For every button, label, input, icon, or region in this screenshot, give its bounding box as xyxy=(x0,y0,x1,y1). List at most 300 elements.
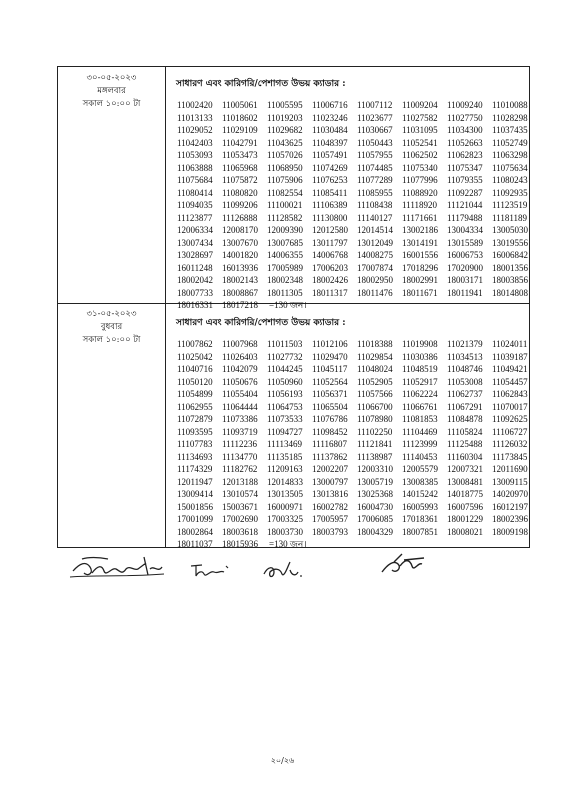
roll-number: 11029682 xyxy=(267,125,303,135)
cadre-heading: সাধারণ এবং কারিগরি/পেশাগত উভয় ক্যাডার : xyxy=(176,318,346,328)
exam-date: ৩১-০৫-২০২৩ xyxy=(86,309,137,319)
roll-line xyxy=(177,124,537,137)
roll-number: 11018602 xyxy=(222,112,258,123)
roll-number: 11072879 xyxy=(177,414,213,424)
roll-number: 13007434 xyxy=(177,237,213,248)
roll-line xyxy=(177,463,537,476)
roll-number: 13008385 xyxy=(402,476,438,487)
roll-number: 11082554 xyxy=(267,187,303,198)
signature-1 xyxy=(68,553,168,583)
roll-number: 14006768 xyxy=(312,250,348,260)
schedule-row-2 xyxy=(58,303,529,547)
roll-line xyxy=(177,476,537,489)
roll-number: 16000971 xyxy=(267,501,303,512)
roll-number: 11029052 xyxy=(177,125,213,135)
roll-number: 18002991 xyxy=(402,275,438,285)
roll-number: 11052749 xyxy=(492,137,528,148)
roll-number: 11077289 xyxy=(357,175,393,185)
roll-number: 11040716 xyxy=(177,364,213,374)
roll-number: 11048024 xyxy=(357,364,393,374)
roll-number: 11134693 xyxy=(177,451,213,462)
roll-number: 18001356 xyxy=(492,262,528,273)
roll-number: 11034513 xyxy=(447,351,483,362)
roll-line xyxy=(177,526,537,539)
roll-number: 11094727 xyxy=(267,426,303,437)
roll-number: 13000797 xyxy=(312,476,348,487)
roll-list xyxy=(177,338,537,551)
roll-number: 16013936 xyxy=(222,262,258,273)
roll-line xyxy=(177,162,537,175)
roll-number: 18011476 xyxy=(357,287,393,298)
roll-number: 11084878 xyxy=(447,414,483,424)
roll-number: 11065504 xyxy=(312,401,348,412)
roll-number: 11137862 xyxy=(312,451,348,462)
roll-number: 16001556 xyxy=(402,250,438,260)
roll-number: 13012049 xyxy=(357,237,393,248)
roll-number: 11048519 xyxy=(402,364,438,374)
roll-number: 11009204 xyxy=(402,100,438,110)
roll-number: 11092287 xyxy=(447,187,483,198)
roll-line xyxy=(177,376,537,389)
roll-number: 11140453 xyxy=(402,451,438,462)
roll-number: 14006355 xyxy=(267,250,303,260)
signature-3 xyxy=(260,558,305,583)
roll-number: 11099206 xyxy=(222,200,258,210)
roll-number: 11053473 xyxy=(222,150,258,160)
roll-number: 13008481 xyxy=(447,476,483,487)
roll-line xyxy=(177,513,537,526)
roll-line xyxy=(177,149,537,162)
roll-number: 11075634 xyxy=(492,162,528,173)
roll-number: 18003730 xyxy=(267,526,303,537)
roll-number: 11075906 xyxy=(267,175,303,185)
roll-number: 11062955 xyxy=(177,401,213,412)
roll-number: 11002420 xyxy=(177,100,213,110)
roll-number: 11056371 xyxy=(312,389,348,399)
roll-number: 16004730 xyxy=(357,501,393,512)
roll-line xyxy=(177,112,537,125)
roll-line xyxy=(177,99,537,112)
roll-number: 13005030 xyxy=(492,225,528,235)
roll-number: 11031095 xyxy=(402,125,438,135)
roll-line xyxy=(177,363,537,376)
roll-number: 13005719 xyxy=(357,476,393,487)
roll-number: 11064753 xyxy=(267,401,303,412)
roll-number: 11075347 xyxy=(447,162,483,173)
roll-number: 11039187 xyxy=(492,351,528,362)
total-count: =130 জন। xyxy=(269,539,307,549)
roll-number: 11070017 xyxy=(492,401,528,412)
roll-number: 11062843 xyxy=(492,389,528,399)
roll-number: 12011947 xyxy=(177,476,213,487)
roll-number: 17006203 xyxy=(312,262,348,273)
roll-number: 16002782 xyxy=(312,501,348,512)
roll-number: 11034300 xyxy=(447,125,483,135)
roll-number: 12011690 xyxy=(492,464,528,474)
roll-number: 13015589 xyxy=(447,237,483,248)
roll-number: 17003325 xyxy=(267,514,303,524)
roll-number: 11019203 xyxy=(267,112,303,123)
roll-number: 11118920 xyxy=(402,200,437,210)
roll-number: 11066761 xyxy=(402,401,438,412)
roll-number: 11104469 xyxy=(402,426,438,437)
roll-number: 11019908 xyxy=(402,339,438,349)
roll-number: 11042791 xyxy=(222,137,258,148)
exam-time: সকাল ১০:০০ টা xyxy=(82,335,141,345)
roll-number: 11029109 xyxy=(222,125,258,135)
roll-number: 11094035 xyxy=(177,200,213,210)
roll-number: 11028298 xyxy=(492,112,528,123)
roll-line xyxy=(177,488,537,501)
date-cell-1 xyxy=(58,67,166,303)
schedule-row-1 xyxy=(58,67,529,310)
roll-number: 11093595 xyxy=(177,426,213,437)
roll-number: 17018296 xyxy=(402,262,438,273)
roll-number: 18008867 xyxy=(222,287,258,298)
roll-line xyxy=(177,351,537,364)
roll-number: 11080820 xyxy=(222,187,258,198)
roll-number: 11054899 xyxy=(177,389,213,399)
roll-number: 17005989 xyxy=(267,262,303,273)
roll-number: 11023677 xyxy=(357,112,393,123)
roll-number: 12009390 xyxy=(267,225,303,235)
roll-number: 11123519 xyxy=(492,200,528,210)
roll-number: 11126888 xyxy=(222,212,258,223)
roll-number: 11102250 xyxy=(357,426,393,437)
roll-line xyxy=(177,438,537,451)
roll-number: 11092935 xyxy=(492,187,528,198)
roll-line xyxy=(177,262,537,275)
roll-number: 11068950 xyxy=(267,162,303,173)
roll-number: 11030484 xyxy=(312,125,348,135)
roll-number: 11081853 xyxy=(402,414,438,424)
roll-number: 18003793 xyxy=(312,526,348,537)
roll-number: 11075340 xyxy=(402,162,438,173)
roll-number: 18003171 xyxy=(447,275,483,285)
roll-number: 11050443 xyxy=(357,137,393,148)
roll-line xyxy=(177,538,537,551)
roll-number: 11121044 xyxy=(447,200,483,210)
roll-number: 12003310 xyxy=(357,464,393,474)
roll-number: 11057491 xyxy=(312,150,348,160)
roll-number: 18007733 xyxy=(177,287,213,298)
roll-number: 14020970 xyxy=(492,489,528,499)
roll-number: 11106389 xyxy=(312,200,348,210)
roll-number: 11025042 xyxy=(177,351,213,362)
roll-number: 11063298 xyxy=(492,150,528,160)
roll-number: 11062823 xyxy=(447,150,483,160)
roll-number: 11173845 xyxy=(492,451,528,462)
roll-number: 11050676 xyxy=(222,376,258,387)
roll-number: 11107783 xyxy=(177,439,213,449)
roll-number: 18002348 xyxy=(267,275,303,285)
roll-number: 13014191 xyxy=(402,237,438,248)
roll-number: 18001229 xyxy=(447,514,483,524)
roll-line xyxy=(177,413,537,426)
roll-number: 11075684 xyxy=(177,175,213,185)
roll-number: 11054457 xyxy=(492,376,528,387)
roll-number: 11023246 xyxy=(312,112,348,123)
roll-number: 12014514 xyxy=(357,225,393,235)
signature-4 xyxy=(378,550,428,580)
roll-number: 16007596 xyxy=(447,501,483,512)
exam-time: সকাল ১০:০০ টা xyxy=(82,99,141,109)
roll-number: 17005957 xyxy=(312,514,348,524)
roll-number: 12014833 xyxy=(267,476,303,487)
roll-line xyxy=(177,338,537,351)
roll-line xyxy=(177,287,537,300)
roll-line xyxy=(177,199,537,212)
roll-number: 11128582 xyxy=(267,212,303,223)
roll-number: 11007862 xyxy=(177,339,213,349)
roll-number: 13004334 xyxy=(447,225,483,235)
roll-number: 13013505 xyxy=(267,489,303,499)
roll-number: 13013816 xyxy=(312,489,348,499)
roll-number: 18011317 xyxy=(312,287,348,298)
roll-number: 11050960 xyxy=(267,376,303,387)
roll-number: 11182762 xyxy=(222,464,258,474)
roll-number: 16005993 xyxy=(402,501,438,512)
roll-number: 18011941 xyxy=(447,287,483,298)
roll-number: 18004329 xyxy=(357,526,393,537)
roll-number: 11100021 xyxy=(267,200,303,210)
roll-number: 11052564 xyxy=(312,376,348,387)
roll-number: 11030386 xyxy=(402,351,438,362)
cadre-heading: সাধারণ এবং কারিগরি/পেশাগত উভয় ক্যাডার : xyxy=(176,79,346,89)
roll-number: 17002690 xyxy=(222,514,258,524)
roll-number: 11073533 xyxy=(267,414,303,424)
roll-number: 11042079 xyxy=(222,364,258,374)
roll-number: 11027750 xyxy=(447,112,483,123)
roll-number: 13007685 xyxy=(267,237,303,248)
roll-number: 11066700 xyxy=(357,401,393,412)
roll-number: 18011305 xyxy=(267,287,303,298)
roll-number: 11126032 xyxy=(492,439,528,449)
roll-line xyxy=(177,426,537,439)
roll-number: 12007321 xyxy=(447,464,483,474)
roll-number: 11010088 xyxy=(492,100,528,110)
roll-number: 11048746 xyxy=(447,364,483,374)
roll-number: 18015936 xyxy=(222,539,258,549)
roll-line xyxy=(177,401,537,414)
date-cell-2 xyxy=(58,303,166,547)
roll-number: 11076786 xyxy=(312,414,348,424)
roll-number: 18003618 xyxy=(222,526,258,537)
roll-number: 11012106 xyxy=(312,339,348,349)
roll-line xyxy=(177,224,537,237)
roll-line xyxy=(177,212,537,225)
roll-number: 11074485 xyxy=(357,162,393,173)
roll-number: 11073386 xyxy=(222,414,258,424)
roll-number: 11088920 xyxy=(402,187,438,198)
roll-number: 11006716 xyxy=(312,100,348,110)
roll-line xyxy=(177,249,537,262)
roll-number: 12002207 xyxy=(312,464,348,474)
roll-number: 11053093 xyxy=(177,150,213,160)
roll-number: 16011248 xyxy=(177,262,213,273)
roll-number: 15001856 xyxy=(177,501,213,512)
roll-number: 11065968 xyxy=(222,162,258,173)
roll-number: 18016331 xyxy=(177,300,213,310)
roll-number: 18009198 xyxy=(492,526,528,537)
roll-number: 11085411 xyxy=(312,187,348,198)
roll-number: 11057026 xyxy=(267,150,303,160)
roll-number: 11181189 xyxy=(492,212,527,223)
roll-number: 13028697 xyxy=(177,250,213,260)
roll-number: 13010574 xyxy=(222,489,258,499)
roll-number: 11013133 xyxy=(177,112,213,123)
roll-number: 11029470 xyxy=(312,351,348,362)
roll-number: 13009414 xyxy=(177,489,213,499)
roll-number: 11048397 xyxy=(312,137,348,148)
roll-number: 11135185 xyxy=(267,451,303,462)
roll-line xyxy=(177,137,537,150)
roll-number: 11108438 xyxy=(357,200,393,210)
roll-number: 11106727 xyxy=(492,426,528,437)
roll-number: 11092625 xyxy=(492,414,528,424)
roll-number: 11174329 xyxy=(177,464,213,474)
roll-number: 18011037 xyxy=(177,539,213,549)
exam-day: মঙ্গলবার xyxy=(97,86,126,96)
roll-number: 11063888 xyxy=(177,162,213,173)
roll-number: 11076253 xyxy=(312,175,348,185)
roll-number: 11123999 xyxy=(402,439,438,449)
roll-number: 13002186 xyxy=(402,225,438,235)
signature-2 xyxy=(188,560,233,582)
roll-number: 11052541 xyxy=(402,137,438,148)
roll-number: 13019556 xyxy=(492,237,528,248)
roll-number: 11007112 xyxy=(357,100,393,110)
roll-cell-1 xyxy=(166,67,529,310)
roll-number: 11179488 xyxy=(447,212,483,223)
roll-number: 11018388 xyxy=(357,339,393,349)
roll-number: 11062224 xyxy=(402,389,438,399)
roll-number: 12008170 xyxy=(222,225,258,235)
roll-number: 11052905 xyxy=(357,376,393,387)
roll-number: 16006753 xyxy=(447,250,483,260)
roll-number: 11079355 xyxy=(447,175,483,185)
roll-number: 11053008 xyxy=(447,376,483,387)
roll-number: 11125488 xyxy=(447,439,483,449)
roll-number: 18017218 xyxy=(222,300,258,310)
roll-number: 11030667 xyxy=(357,125,393,135)
roll-number: 17001099 xyxy=(177,514,213,524)
roll-line xyxy=(177,451,537,464)
roll-line xyxy=(177,388,537,401)
roll-number: 12005579 xyxy=(402,464,438,474)
roll-number: 11113469 xyxy=(267,439,302,449)
exam-date: ৩০-০৫-২০২৩ xyxy=(86,73,137,83)
roll-cell-2 xyxy=(166,303,529,547)
roll-number: 11045117 xyxy=(312,364,348,374)
roll-number: 17018361 xyxy=(402,514,438,524)
roll-line xyxy=(177,237,537,250)
roll-number: 11027732 xyxy=(267,351,303,362)
roll-number: 11121841 xyxy=(357,439,393,449)
roll-number: 11021379 xyxy=(447,339,483,349)
roll-line xyxy=(177,187,537,200)
page-number: ২০/২৬ xyxy=(270,756,295,765)
roll-number: 11037435 xyxy=(492,125,528,135)
roll-number: 11024011 xyxy=(492,339,528,349)
roll-number: 11055404 xyxy=(222,389,258,399)
roll-number: 18002143 xyxy=(222,275,258,285)
roll-number: 11052917 xyxy=(402,376,438,387)
roll-number: 18014808 xyxy=(492,287,528,298)
roll-number: 12013188 xyxy=(222,476,258,487)
roll-number: 18008021 xyxy=(447,526,483,537)
roll-number: 11123877 xyxy=(177,212,213,223)
roll-number: 11057955 xyxy=(357,150,393,160)
roll-number: 11074269 xyxy=(312,162,348,173)
roll-number: 14001820 xyxy=(222,250,258,260)
roll-number: 11078980 xyxy=(357,414,393,424)
roll-number: 11134770 xyxy=(222,451,258,462)
roll-number: 18007851 xyxy=(402,526,438,537)
roll-number: 16006842 xyxy=(492,250,528,260)
roll-number: 11138987 xyxy=(357,451,393,462)
roll-number: 11064444 xyxy=(222,401,258,412)
roll-number: 11105824 xyxy=(447,426,483,437)
roll-number: 11009240 xyxy=(447,100,483,110)
roll-number: 11171661 xyxy=(402,212,438,223)
roll-number: 11029854 xyxy=(357,351,393,362)
roll-number: 11080243 xyxy=(492,175,528,185)
roll-line xyxy=(177,274,537,287)
schedule-table xyxy=(57,66,530,548)
roll-number: 11112236 xyxy=(222,439,257,449)
roll-number: 11057566 xyxy=(357,389,393,399)
roll-number: 11049421 xyxy=(492,364,528,374)
roll-number: 12012580 xyxy=(312,225,348,235)
exam-day: বুধবার xyxy=(100,322,123,332)
roll-number: 17020900 xyxy=(447,262,483,273)
roll-number: 11077996 xyxy=(402,175,438,185)
roll-number: 14008275 xyxy=(357,250,393,260)
roll-number: 11209163 xyxy=(267,464,303,474)
roll-number: 11007968 xyxy=(222,339,258,349)
roll-number: 18003856 xyxy=(492,275,528,285)
roll-number: 11062737 xyxy=(447,389,483,399)
roll-number: 11130800 xyxy=(312,212,348,223)
roll-number: 11027582 xyxy=(402,112,438,123)
roll-line xyxy=(177,501,537,514)
roll-number: 11160304 xyxy=(447,451,483,462)
roll-number: 11140127 xyxy=(357,212,393,223)
roll-number: 11085955 xyxy=(357,187,393,198)
roll-number: 11075872 xyxy=(222,175,258,185)
roll-number: 11043625 xyxy=(267,137,303,148)
roll-number: 11011503 xyxy=(267,339,303,349)
roll-line xyxy=(177,174,537,187)
roll-number: 16012197 xyxy=(492,501,528,512)
roll-number: 18002864 xyxy=(177,526,213,537)
roll-number: 11044245 xyxy=(267,364,303,374)
roll-number: 18002426 xyxy=(312,275,348,285)
roll-number: 18002950 xyxy=(357,275,393,285)
roll-number: 11116807 xyxy=(312,439,347,449)
roll-list xyxy=(177,99,537,312)
roll-number: 11042403 xyxy=(177,137,213,148)
roll-number: 12006334 xyxy=(177,225,213,235)
roll-number: 11067291 xyxy=(447,401,483,412)
roll-number: 11005061 xyxy=(222,100,258,110)
roll-number: 11093719 xyxy=(222,426,258,437)
roll-number: 14015242 xyxy=(402,489,438,499)
roll-number: 11080414 xyxy=(177,187,213,198)
roll-number: 17007874 xyxy=(357,262,393,273)
roll-number: 11050120 xyxy=(177,376,213,387)
